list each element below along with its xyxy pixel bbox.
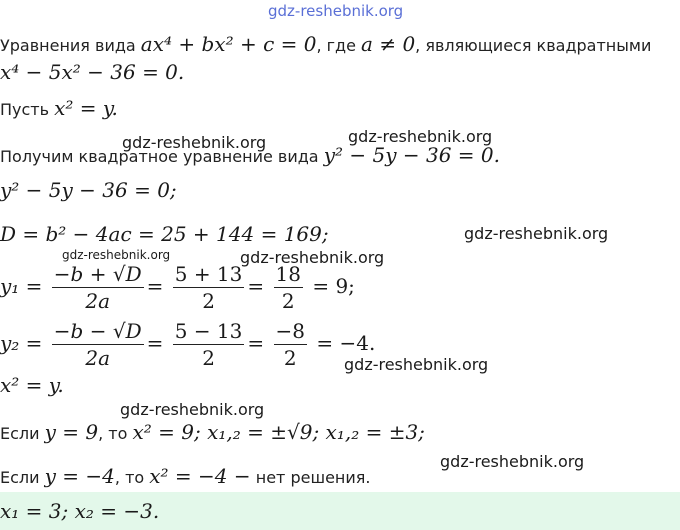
y2-lhs: y₂ = [0,331,43,355]
if2-then: , то [114,468,150,487]
y1-result: = 9; [312,274,355,298]
watermark: gdz-reshebnik.org [348,127,493,146]
numerator: 5 − 13 [174,319,243,343]
y1-fraction-2 [173,263,245,312]
watermark: gdz-reshebnik.org [464,224,609,243]
equation-1: x⁴ − 5x² − 36 = 0. [0,60,185,84]
if2-no-solution: нет решения. [250,468,371,487]
quadratic-line [0,143,500,167]
if-line-2 [0,464,371,488]
numerator: −b − √D [53,319,142,343]
watermark: gdz-reshebnik.org [240,248,385,267]
watermark: gdz-reshebnik.org [120,400,265,419]
if-line-1 [0,420,425,444]
denominator: 2a [85,289,111,313]
equation-2: y² − 5y − 36 = 0; [0,178,177,202]
y1-line: y₁ = $\frac{-b + √D}{2a}$ = $\frac{5 + 13}{2}$ = $\frac{18}{2}$ = 9; [0,262,355,313]
if2-label: Если [0,468,45,487]
general-equation: ax⁴ + bx² + c = 0 [140,32,317,56]
y2-fraction-2 [173,320,245,369]
let-equation: x² = y. [54,96,118,120]
watermark: gdz-reshebnik.org [344,355,489,374]
watermark: gdz-reshebnik.org [62,248,171,262]
y2-fraction-3 [274,320,307,369]
if1-condition: y = 9 [44,420,99,444]
if1-then: , то [98,424,133,443]
y2-line: y₂ = $\frac{-b - √D}{2a}$ = $\frac{5 - 13}{2}$ = $\frac{-8}{2}$ = −4. [0,319,376,370]
y1-fraction-3 [274,263,303,312]
let-line [0,96,118,120]
denominator: 2 [281,289,295,313]
quadratic-equation: y² − 5y − 36 = 0. [323,143,500,167]
y2-result: = −4. [316,331,376,355]
numerator: 5 + 13 [174,262,243,286]
denominator: 2 [202,289,215,313]
answer: x₁ = 3; x₂ = −3. [0,499,160,523]
intro-text-after: , являющиеся квадратными [415,36,652,55]
condition: a ≠ 0 [361,32,416,56]
numerator: −b + √D [53,262,142,286]
watermark-top: gdz-reshebnik.org [268,2,404,20]
intro-text-mid: , где [316,36,362,55]
if1-label: Если [0,424,45,443]
discriminant: D = b² − 4ac = 25 + 144 = 169; [0,222,329,246]
denominator: 2a [85,346,111,370]
y2-fraction-1 [52,320,144,369]
watermark: gdz-reshebnik.org [440,452,585,471]
back-substitution: x² = y. [0,373,64,397]
if1-equation: x² = 9; x₁,₂ = ±√9; x₁,₂ = ±3; [132,420,425,444]
quadratic-label: Получим квадратное уравнение вида [0,147,324,166]
denominator: 2 [202,346,215,370]
let-label: Пусть [0,100,55,119]
denominator: 2 [283,346,297,370]
watermark: gdz-reshebnik.org [122,133,267,152]
y1-fraction-1 [52,263,144,312]
numerator: −8 [275,319,305,343]
intro-text-before: Уравнения вида [0,36,141,55]
numerator: 18 [275,262,301,286]
intro-line [0,32,651,56]
y1-lhs: y₁ = [0,274,43,298]
if2-condition: y = −4 [44,464,115,488]
if2-equation: x² = −4 − [149,464,251,488]
